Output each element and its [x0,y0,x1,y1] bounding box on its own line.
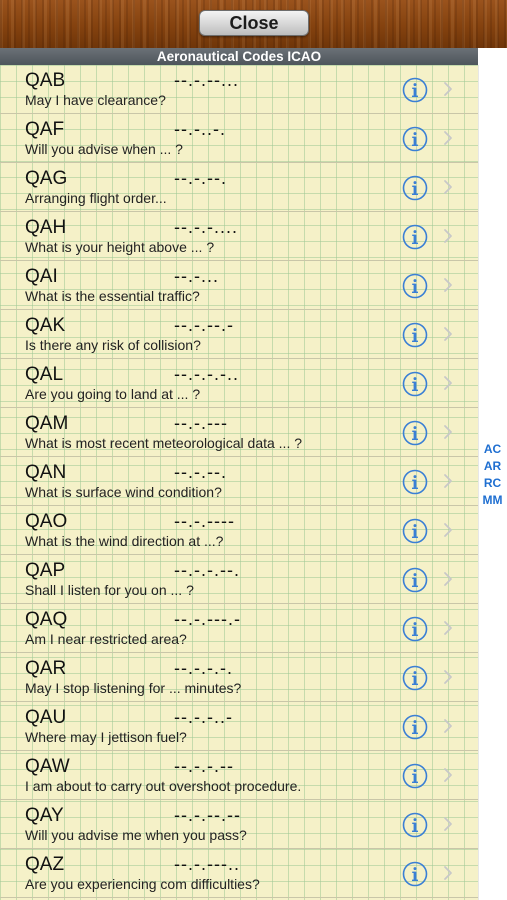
info-icon[interactable] [402,763,428,789]
chevron-right-icon [443,767,453,783]
list-item[interactable] [0,114,478,163]
chevron-right-icon [443,326,453,342]
morse-code: --.-.--- [174,413,228,433]
chevron-right-icon [443,424,453,440]
code-description: May I have clearance? [25,92,166,108]
list-item[interactable] [0,555,478,604]
info-icon[interactable] [402,714,428,740]
chevron-right-icon [443,522,453,538]
code-label: QAL [25,364,64,385]
code-description: Are you going to land at ... ? [25,386,201,402]
code-label: QAU [25,707,67,728]
info-icon[interactable] [402,665,428,691]
info-icon[interactable] [402,126,428,152]
codes-list[interactable] [0,65,478,900]
code-label: QAW [25,756,70,777]
info-icon[interactable] [402,273,428,299]
morse-code: --.-.---- [174,511,235,531]
chevron-right-icon [443,571,453,587]
morse-code: --.-.-.-. [174,658,233,678]
morse-code: --.-.---.. [174,854,240,874]
list-item[interactable] [0,653,478,702]
section-index[interactable] [478,441,507,509]
info-icon[interactable] [402,322,428,348]
list-item[interactable] [0,408,478,457]
code-label: QAB [25,70,66,91]
chevron-right-icon [443,718,453,734]
code-label: QAI [25,266,58,287]
chevron-right-icon [443,865,453,881]
info-icon[interactable] [402,469,428,495]
code-label: QAM [25,413,69,434]
code-label: QAY [25,805,64,826]
morse-code: --.-.-.-.. [174,364,239,384]
code-label: QAK [25,315,66,336]
chevron-right-icon [443,81,453,97]
code-description: What is your height above ... ? [25,239,215,255]
code-description: What is the essential traffic? [25,288,200,304]
list-item[interactable] [0,359,478,408]
list-item[interactable] [0,457,478,506]
code-description: Where may I jettison fuel? [25,729,187,745]
list-item[interactable] [0,163,478,212]
info-icon[interactable] [402,77,428,103]
chevron-right-icon [443,473,453,489]
close-button[interactable]: Close [199,10,309,36]
info-icon[interactable] [402,812,428,838]
list-item[interactable] [0,261,478,310]
code-label: QAQ [25,609,68,630]
morse-code: --.-.--... [174,70,239,90]
chevron-right-icon [443,816,453,832]
chevron-right-icon [443,179,453,195]
index-item[interactable]: AC [483,442,502,456]
list-item[interactable] [0,604,478,653]
code-description: Are you experiencing com difficulties? [25,876,260,892]
index-item[interactable]: MM [482,493,503,507]
list-item[interactable] [0,702,478,751]
morse-code: --.-.--.-- [174,805,241,825]
chevron-right-icon [443,277,453,293]
index-item[interactable]: RC [483,476,502,490]
list-item[interactable] [0,212,478,261]
code-label: QAG [25,168,68,189]
code-description: What is surface wind condition? [25,484,222,500]
morse-code: --.-... [174,266,219,286]
morse-code: --.-.--. [174,168,227,188]
morse-code: --.-.-.... [174,217,238,237]
code-description: Will you advise when ... ? [25,141,183,157]
code-label: QAN [25,462,67,483]
code-description: Am I near restricted area? [25,631,187,647]
code-description: What is most recent meteorological data ... ? [25,435,303,451]
info-icon[interactable] [402,861,428,887]
morse-code: --.-.-.-- [174,756,234,776]
code-label: QAH [25,217,67,238]
chevron-right-icon [443,130,453,146]
list-item[interactable] [0,751,478,800]
morse-code: --.-.-..- [174,707,233,727]
code-description: What is the wind direction at ...? [25,533,224,549]
info-icon[interactable] [402,175,428,201]
morse-code: --.-.---.- [174,609,241,629]
code-description: May I stop listening for ... minutes? [25,680,242,696]
chevron-right-icon [443,620,453,636]
code-description: Shall I listen for you on ... ? [25,582,194,598]
chevron-right-icon [443,669,453,685]
info-icon[interactable] [402,224,428,250]
list-item[interactable] [0,65,478,114]
list-item[interactable] [0,310,478,359]
list-item[interactable] [0,800,478,849]
code-description: Will you advise me when you pass? [25,827,247,843]
code-description: Arranging flight order... [25,190,167,206]
code-description: Is there any risk of collision? [25,337,201,353]
morse-code: --.-.--.- [174,315,234,335]
index-item[interactable]: AR [483,459,502,473]
code-label: QAO [25,511,68,532]
morse-code: --.-.-.--. [174,560,240,580]
top-toolbar [0,0,507,48]
info-icon[interactable] [402,567,428,593]
code-label: QAR [25,658,67,679]
list-item[interactable] [0,506,478,555]
chevron-right-icon [443,228,453,244]
info-icon[interactable] [402,420,428,446]
info-icon[interactable] [402,518,428,544]
morse-code: --.-.--. [174,462,227,482]
code-description: I am about to carry out overshoot procedure. [25,778,302,794]
section-header: Aeronautical Codes ICAO [0,48,478,65]
list-item[interactable] [0,849,478,898]
morse-code: --.-..-. [174,119,226,139]
code-label: QAF [25,119,65,140]
code-label: QAP [25,560,66,581]
info-icon[interactable] [402,616,428,642]
info-icon[interactable] [402,371,428,397]
code-label: QAZ [25,854,65,875]
chevron-right-icon [443,375,453,391]
